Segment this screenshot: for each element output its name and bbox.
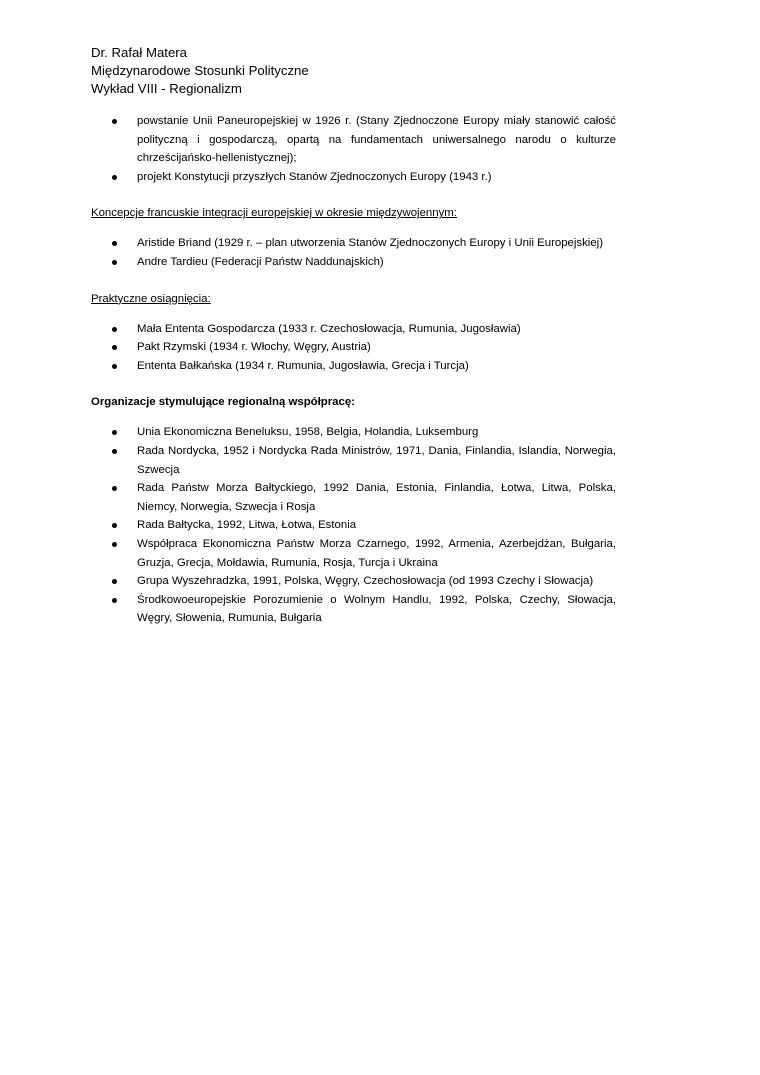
list-item — [91, 253, 616, 272]
list-item — [91, 168, 616, 187]
bullet-icon — [112, 598, 117, 603]
section-heading-practical-achievements: Praktyczne osiągnięcia: — [91, 292, 211, 305]
list-item — [91, 516, 616, 535]
organizations-list — [91, 423, 616, 628]
french-concepts-list — [91, 234, 616, 271]
section-heading-french-concepts: Koncepcje francuskie integracji europejskiej w okresie międzywojennym: — [91, 207, 457, 220]
bullet-icon — [112, 523, 117, 528]
list-item — [91, 423, 616, 442]
list-item-text: Współpraca Ekonomiczna Państw Morza Czarnego, 1992, Armenia, Azerbejdżan, Bułgaria, Gruzja, Grecja, Mołdawia, Rumunia, Rosja, Turcja i Ukraina — [137, 537, 616, 569]
bullet-icon — [112, 542, 117, 547]
list-item — [91, 112, 616, 168]
list-item — [91, 442, 616, 479]
course-title: Międzynarodowe Stosunki Polityczne — [91, 63, 309, 78]
bullet-icon — [112, 175, 117, 180]
bullet-icon — [112, 449, 117, 454]
list-item — [91, 535, 616, 572]
list-item-text: Pakt Rzymski (1934 r. Włochy, Węgry, Austria) — [137, 341, 371, 354]
list-item-text: Rada Bałtycka, 1992, Litwa, Łotwa, Estonia — [137, 519, 357, 532]
bullet-icon — [112, 327, 117, 332]
list-item — [91, 591, 616, 628]
list-item-text: Unia Ekonomiczna Beneluksu, 1958, Belgia, Holandia, Luksemburg — [137, 426, 479, 439]
list-item-text: projekt Konstytucji przyszłych Stanów Zjednoczonych Europy (1943 r.) — [137, 170, 492, 183]
bullet-icon — [112, 241, 117, 246]
bullet-icon — [112, 345, 117, 350]
document-body — [91, 112, 616, 628]
practical-achievements-list — [91, 320, 616, 376]
list-item-text: Aristide Briand (1929 r. – plan utworzenia Stanów Zjednoczonych Europy i Unii Europejskiej) — [137, 237, 603, 250]
list-item-text: Grupa Wyszehradzka, 1991, Polska, Węgry, Czechosłowacja (od 1993 Czechy i Słowacja) — [137, 575, 594, 588]
bullet-icon — [112, 579, 117, 584]
list-item — [91, 234, 616, 253]
list-item-text: Rada Nordycka, 1952 i Nordycka Rada Ministrów, 1971, Dania, Finlandia, Islandia, Norwegia, Szwecja — [137, 444, 616, 476]
list-item-text: powstanie Unii Paneuropejskiej w 1926 r. (Stany Zjednoczone Europy miały stanowić całość polityczną i gospodarczą, opartą na fundamentach uniwersalnego narodu o kulturze chrześcijańsko-hellenistycznej); — [137, 115, 616, 165]
bullet-icon — [112, 486, 117, 491]
list-item — [91, 479, 616, 516]
list-item-text: Środkowoeuropejskie Porozumienie o Wolnym Handlu, 1992, Polska, Czechy, Słowacja, Węgry, Słowenia, Rumunia, Bułgaria — [137, 593, 616, 625]
bullet-icon — [112, 119, 117, 124]
list-item — [91, 572, 616, 591]
list-item — [91, 357, 616, 376]
list-item-text: Ententa Bałkańska (1934 r. Rumunia, Jugosławia, Grecja i Turcja) — [137, 359, 469, 372]
bullet-icon — [112, 260, 117, 265]
section-heading-organizations: Organizacje stymulujące regionalną współpracę: — [91, 396, 355, 409]
list-item — [91, 338, 616, 357]
list-item-text: Andre Tardieu (Federacji Państw Naddunajskich) — [137, 255, 384, 268]
bullet-icon — [112, 364, 117, 369]
list-item — [91, 320, 616, 339]
document-header — [91, 44, 631, 98]
author-name: Dr. Rafał Matera — [91, 45, 188, 60]
list-item-text: Rada Państw Morza Bałtyckiego, 1992 Dania, Estonia, Finlandia, Łotwa, Litwa, Polska, Niemcy, Norwegia, Szwecja i Rosja — [137, 482, 616, 513]
list-item-text: Mała Ententa Gospodarcza (1933 r. Czechosłowacja, Rumunia, Jugosławia) — [137, 322, 521, 335]
intro-list — [91, 112, 616, 186]
lecture-title: Wykład VIII - Regionalizm — [91, 81, 242, 96]
bullet-icon — [112, 430, 117, 435]
